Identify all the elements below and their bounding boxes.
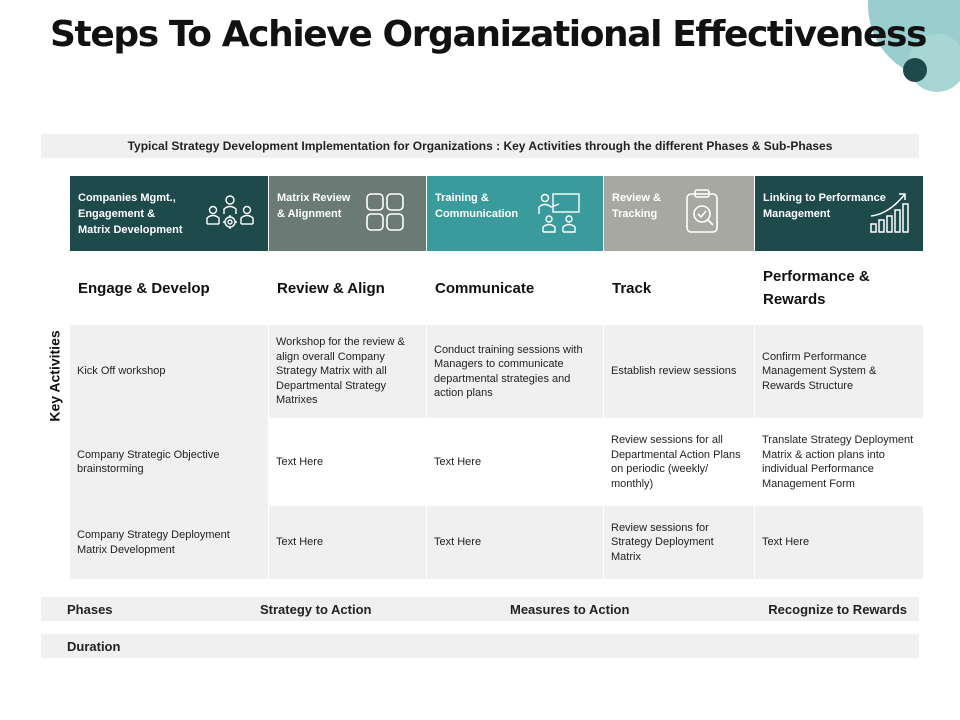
activity-cell: Text Here xyxy=(755,506,923,579)
activity-cell: Company Strategy Deployment Matrix Development xyxy=(70,506,268,579)
header-label-4: Review & Tracking xyxy=(612,192,661,220)
activity-cell: Workshop for the review & align overall Company Strategy Matrix with all Departmental Strategy Matrixes xyxy=(269,325,426,418)
phase-measures-to-action: Measures to Action xyxy=(510,602,630,617)
activity-cell: Translate Strategy Deployment Matrix & action plans into individual Performance Management Form xyxy=(755,418,923,506)
decor-circle-dot xyxy=(903,58,927,82)
header-label-1: Companies Mgmt., Engagement & Matrix Development xyxy=(78,192,183,236)
activities-table xyxy=(70,176,919,579)
header-cell-5 xyxy=(755,176,923,251)
activity-cell: Text Here xyxy=(269,506,426,579)
header-cell-2 xyxy=(269,176,426,251)
header-cell-1 xyxy=(70,176,268,251)
team-gear-icon xyxy=(204,194,256,232)
activity-cell: Confirm Performance Management System & Rewards Structure xyxy=(755,325,923,418)
activity-cell: Company Strategic Objective brainstorming xyxy=(70,418,268,506)
key-activities-label xyxy=(40,312,70,440)
activity-cell: Kick Off workshop xyxy=(70,325,268,418)
activity-cell: Text Here xyxy=(269,418,426,506)
phase-recognize-to-rewards: Recognize to Rewards xyxy=(768,602,907,617)
presentation-icon xyxy=(537,192,581,234)
grid-icon xyxy=(365,192,405,232)
phase-performance-rewards: Performance & Rewards xyxy=(755,251,923,325)
activity-cell: Review sessions for Strategy Deployment Matrix xyxy=(604,506,754,579)
clipboard-search-icon xyxy=(684,188,720,234)
phase-track: Track xyxy=(604,251,754,325)
phase-engage-develop: Engage & Develop xyxy=(70,251,268,325)
activity-cell: Text Here xyxy=(427,418,603,506)
phase-communicate: Communicate xyxy=(427,251,603,325)
header-cell-4 xyxy=(604,176,754,251)
key-activities-text: Key Activities xyxy=(47,330,63,422)
phases-bar xyxy=(41,597,919,621)
page-title: Steps To Achieve Organizational Effectiveness xyxy=(50,14,927,55)
table-banner: Typical Strategy Development Implementation for Organizations : Key Activities through the different Phases & Sub-Phases xyxy=(41,134,919,158)
growth-chart-icon xyxy=(867,190,913,236)
activity-cell: Text Here xyxy=(427,506,603,579)
duration-bar xyxy=(41,634,919,658)
phases-label: Phases xyxy=(67,602,113,617)
activity-cell: Review sessions for all Departmental Action Plans on periodic (weekly/ monthly) xyxy=(604,418,754,506)
duration-label: Duration xyxy=(67,639,121,654)
phase-strategy-to-action: Strategy to Action xyxy=(260,602,372,617)
activity-cell: Establish review sessions xyxy=(604,325,754,418)
header-label-3: Training & Communication xyxy=(435,192,519,220)
activity-cell: Conduct training sessions with Managers to communicate departmental strategies and action plans xyxy=(427,325,603,418)
header-label-2: Matrix Review & Alignment xyxy=(277,192,351,220)
header-cell-3 xyxy=(427,176,603,251)
phase-review-align: Review & Align xyxy=(269,251,426,325)
header-label-5: Linking to Performance Management xyxy=(763,192,886,220)
